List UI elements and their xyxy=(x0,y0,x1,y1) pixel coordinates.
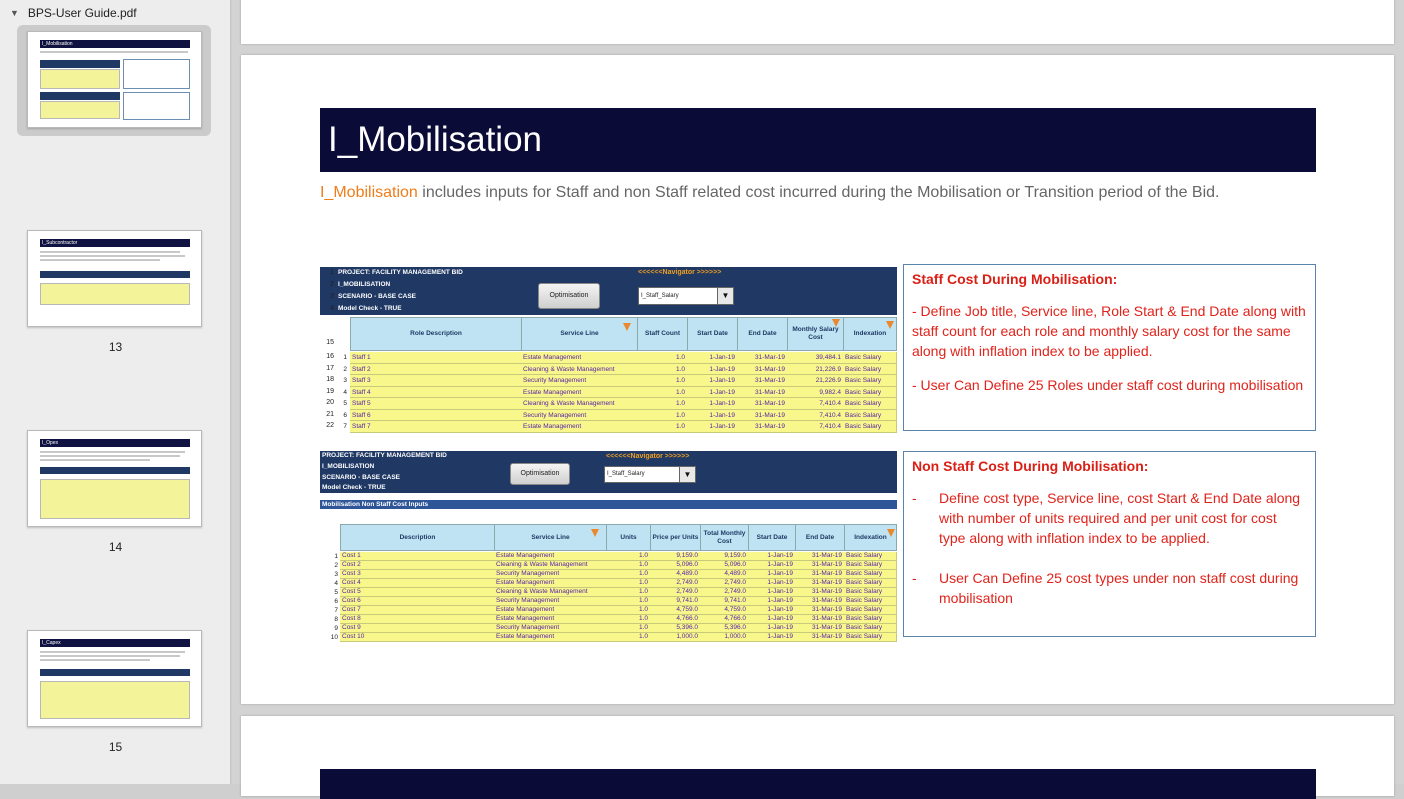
cell-end[interactable]: 31-Mar-19 xyxy=(795,579,845,588)
sheet-header-line: PROJECT: FACILITY MANAGEMENT BID xyxy=(338,269,463,276)
cell-line[interactable]: Estate Management xyxy=(521,387,638,399)
cell-line[interactable]: Estate Management xyxy=(494,579,607,588)
cell-end[interactable]: 31-Mar-19 xyxy=(795,570,845,579)
cell-units[interactable]: 1.0 xyxy=(606,561,651,570)
note-paragraph: - Define Job title, Service line, Role Start & End Date along with staff count for each role and monthly salary cost for the same along with inflation index to be applied. xyxy=(912,303,1306,359)
cell-desc[interactable]: Staff 7 xyxy=(350,421,522,433)
navigator-dropdown-value: I_Staff_Salary xyxy=(641,293,679,299)
cell-line[interactable]: Estate Management xyxy=(521,421,638,433)
intro-text xyxy=(320,181,1310,204)
cell-desc[interactable]: Staff 2 xyxy=(350,364,522,376)
table-row[interactable] xyxy=(320,588,897,597)
cell-desc[interactable]: Cost 8 xyxy=(340,615,495,624)
cell-end[interactable]: 31-Mar-19 xyxy=(737,364,788,376)
cell-price[interactable]: 5,396.0 xyxy=(650,624,701,633)
column-header: Total Monthly Cost xyxy=(700,524,749,551)
row-number: 17 xyxy=(326,364,334,372)
cell-units[interactable]: 1.0 xyxy=(606,633,651,642)
optimisation-button[interactable]: Optimisation xyxy=(538,283,600,309)
cell-end[interactable]: 31-Mar-19 xyxy=(795,552,845,561)
cell-desc[interactable]: Cost 3 xyxy=(340,570,495,579)
row-number: 22 xyxy=(326,422,334,429)
cell-line[interactable]: Security Management xyxy=(494,624,607,633)
filter-icon[interactable] xyxy=(832,319,840,327)
cell-count[interactable]: 1.0 xyxy=(637,387,688,399)
cell-index[interactable]: Basic Salary xyxy=(844,561,897,570)
note-heading: Staff Cost During Mobilisation: xyxy=(912,271,1118,287)
navigator-dropdown[interactable] xyxy=(604,466,696,483)
sheet-header-line: Model Check - TRUE xyxy=(338,305,402,312)
cell-total[interactable]: 2,749.0 xyxy=(700,588,749,597)
intro-highlight: I_Mobilisation xyxy=(320,184,418,201)
cell-count[interactable]: 1.0 xyxy=(637,364,688,376)
page-number-14[interactable]: 14 xyxy=(108,540,123,554)
sheet-header-line: PROJECT: FACILITY MANAGEMENT BID xyxy=(322,452,447,459)
table-row[interactable] xyxy=(320,570,897,579)
sheet-header-line: SCENARIO - BASE CASE xyxy=(322,474,401,481)
page-number-13[interactable]: 13 xyxy=(108,340,123,354)
cell-cost[interactable]: 7,410.4 xyxy=(787,410,844,422)
table-row[interactable] xyxy=(320,597,897,606)
column-header: Indexation xyxy=(843,317,897,351)
cell-desc[interactable]: Staff 3 xyxy=(350,375,522,387)
cell-index[interactable]: Basic Salary xyxy=(844,552,897,561)
cell-end[interactable]: 31-Mar-19 xyxy=(737,398,788,410)
cell-cost[interactable]: 7,410.4 xyxy=(787,398,844,410)
staff-cost-note xyxy=(903,264,1316,431)
cell-start[interactable]: 1-Jan-19 xyxy=(687,364,738,376)
cell-units[interactable]: 1.0 xyxy=(606,624,651,633)
table-row[interactable] xyxy=(320,606,897,615)
next-page-title-banner xyxy=(320,769,1316,799)
cell-units[interactable]: 1.0 xyxy=(606,552,651,561)
cell-price[interactable]: 4,766.0 xyxy=(650,615,701,624)
cell-count[interactable]: 1.0 xyxy=(637,352,688,364)
cell-desc[interactable]: Cost 10 xyxy=(340,633,495,642)
cell-cost[interactable]: 39,484.1 xyxy=(787,352,844,364)
cell-price[interactable]: 4,489.0 xyxy=(650,570,701,579)
cell-units[interactable]: 1.0 xyxy=(606,588,651,597)
page-title: I_Mobilisation xyxy=(320,108,1316,172)
non-staff-cost-note xyxy=(903,451,1316,637)
sheet-header-line: I_MOBILISATION xyxy=(322,463,375,470)
cell-start[interactable]: 1-Jan-19 xyxy=(687,398,738,410)
note-paragraph: - User Can Define 25 Roles under staff cost during mobilisation xyxy=(912,377,1304,393)
cell-start[interactable]: 1-Jan-19 xyxy=(748,588,796,597)
cell-index[interactable]: Basic Salary xyxy=(843,387,897,399)
row-index: 7 xyxy=(334,607,338,614)
cell-total[interactable]: 5,096.0 xyxy=(700,561,749,570)
column-header: Indexation xyxy=(844,524,897,551)
cell-desc[interactable]: Staff 5 xyxy=(350,398,522,410)
optimisation-button[interactable]: Optimisation xyxy=(510,463,570,485)
table-row[interactable] xyxy=(320,387,897,399)
cell-units[interactable]: 1.0 xyxy=(606,606,651,615)
cell-price[interactable]: 5,096.0 xyxy=(650,561,701,570)
column-header: Service Line xyxy=(494,524,607,551)
cell-count[interactable]: 1.0 xyxy=(637,398,688,410)
table-row[interactable] xyxy=(320,364,897,376)
row-index: 1 xyxy=(334,553,338,560)
column-header: Role Description xyxy=(350,317,522,351)
cell-cost[interactable]: 9,982.4 xyxy=(787,387,844,399)
cell-desc[interactable]: Cost 9 xyxy=(340,624,495,633)
cell-end[interactable]: 31-Mar-19 xyxy=(795,633,845,642)
cell-index[interactable]: Basic Salary xyxy=(844,570,897,579)
cell-total[interactable]: 2,749.0 xyxy=(700,579,749,588)
cell-start[interactable]: 1-Jan-19 xyxy=(748,606,796,615)
cell-desc[interactable]: Cost 5 xyxy=(340,588,495,597)
filter-icon[interactable] xyxy=(886,321,894,329)
cell-start[interactable]: 1-Jan-19 xyxy=(748,615,796,624)
document-header[interactable] xyxy=(0,0,230,25)
cell-price[interactable]: 4,759.0 xyxy=(650,606,701,615)
cell-index[interactable]: Basic Salary xyxy=(843,410,897,422)
cell-units[interactable]: 1.0 xyxy=(606,570,651,579)
table-row[interactable] xyxy=(320,579,897,588)
cell-index[interactable]: Basic Salary xyxy=(843,421,897,433)
cell-start[interactable]: 1-Jan-19 xyxy=(748,579,796,588)
page-thumbnail-13[interactable] xyxy=(27,230,202,327)
cell-price[interactable]: 9,741.0 xyxy=(650,597,701,606)
cell-end[interactable]: 31-Mar-19 xyxy=(737,352,788,364)
column-header: Description xyxy=(340,524,495,551)
intro-rest: includes inputs for Staff and non Staff related cost incurred during the Mobilisation or Transition period of the Bid. xyxy=(417,184,1220,201)
cell-price[interactable]: 9,159.0 xyxy=(650,552,701,561)
cell-desc[interactable]: Staff 6 xyxy=(350,410,522,422)
cell-desc[interactable]: Cost 7 xyxy=(340,606,495,615)
row-index: 3 xyxy=(334,571,338,578)
cell-start[interactable]: 1-Jan-19 xyxy=(748,561,796,570)
cell-line[interactable]: Estate Management xyxy=(494,633,607,642)
cell-count[interactable]: 1.0 xyxy=(637,375,688,387)
table-row[interactable] xyxy=(320,375,897,387)
cell-end[interactable]: 31-Mar-19 xyxy=(795,615,845,624)
cell-index[interactable]: Basic Salary xyxy=(844,606,897,615)
cell-start[interactable]: 1-Jan-19 xyxy=(687,387,738,399)
cell-units[interactable]: 1.0 xyxy=(606,597,651,606)
cell-index[interactable]: Basic Salary xyxy=(843,364,897,376)
column-header: Start Date xyxy=(748,524,796,551)
cell-end[interactable]: 31-Mar-19 xyxy=(737,375,788,387)
page-thumbnail-12[interactable] xyxy=(27,31,202,128)
row-index: 5 xyxy=(343,400,347,407)
thumbnail-title: I_Opex xyxy=(40,439,190,447)
table-row[interactable] xyxy=(320,615,897,624)
cell-desc[interactable]: Staff 4 xyxy=(350,387,522,399)
cell-end[interactable]: 31-Mar-19 xyxy=(737,387,788,399)
cell-count[interactable]: 1.0 xyxy=(637,421,688,433)
cell-start[interactable]: 1-Jan-19 xyxy=(748,552,796,561)
row-index: 6 xyxy=(334,598,338,605)
table-row[interactable] xyxy=(320,552,897,561)
cell-total[interactable]: 4,759.0 xyxy=(700,606,749,615)
cell-total[interactable]: 5,396.0 xyxy=(700,624,749,633)
staff-cost-spreadsheet: PROJECT: FACILITY MANAGEMENT BID I_MOBILISATION SCENARIO - BASE CASE Model Check - TRUE <<<<<<Navigator >>>>>> Optimisation I_Staff_Salary ▼ 1 2 3 4 15 Role Description Service Line Staff Count Start Date End Date Monthly Salary Cost Indexation 16 1 Staff 1 Estate Management 1.0 1-Jan-19 31-Mar-19 39,484.1 Basic Salary 17 2 Staff 2 Cleaning & Waste Management 1.0 1-Jan-19 31-Mar-19 21,226.9 Basic Salary 18 3 Staff 3 Security Management 1.0 1-Jan-19 31-Mar-19 21,226.9 Basic Salary 19 4 Staff 4 Estate Management 1.0 1-Jan-19 31-Mar-19 9,982.4 Basic Salary 20 5 Staff 5 Cleaning & Waste Management 1.0 1-Jan-19 31-Mar-19 7,410.4 Basic Salary 21 6 Staff 6 Security Management 1.0 1-Jan-19 31-Mar-19 7,410.4 Basic Salary 22 7 Staff 7 Estate Management 1.0 1-Jan-19 31-Mar-19 7,410.4 Basic Salary xyxy=(320,267,897,431)
cell-line[interactable]: Estate Management xyxy=(494,552,607,561)
cell-line[interactable]: Estate Management xyxy=(521,352,638,364)
row-number: 20 xyxy=(326,399,334,406)
cell-cost[interactable]: 21,226.9 xyxy=(787,375,844,387)
page-thumbnail-14[interactable] xyxy=(27,430,202,527)
cell-start[interactable]: 1-Jan-19 xyxy=(748,597,796,606)
cell-end[interactable]: 31-Mar-19 xyxy=(737,410,788,422)
column-header: Staff Count xyxy=(637,317,688,351)
cell-index[interactable]: Basic Salary xyxy=(844,579,897,588)
cell-total[interactable]: 9,741.0 xyxy=(700,597,749,606)
filter-icon[interactable] xyxy=(591,529,599,537)
cell-line[interactable]: Cleaning & Waste Management xyxy=(521,398,638,410)
cell-start[interactable]: 1-Jan-19 xyxy=(748,633,796,642)
cell-end[interactable]: 31-Mar-19 xyxy=(737,421,788,433)
row-index: 9 xyxy=(334,625,338,632)
cell-price[interactable]: 2,749.0 xyxy=(650,588,701,597)
cell-start[interactable]: 1-Jan-19 xyxy=(687,410,738,422)
cell-cost[interactable]: 21,226.9 xyxy=(787,364,844,376)
cell-end[interactable]: 31-Mar-19 xyxy=(795,588,845,597)
column-header: Units xyxy=(606,524,651,551)
cell-count[interactable]: 1.0 xyxy=(637,410,688,422)
cell-line[interactable]: Cleaning & Waste Management xyxy=(494,588,607,597)
page-thumbnail-15[interactable] xyxy=(27,630,202,727)
previous-page xyxy=(241,0,1394,44)
row-number: 21 xyxy=(326,410,334,418)
cell-end[interactable]: 31-Mar-19 xyxy=(795,624,845,633)
cell-line[interactable]: Security Management xyxy=(521,375,638,387)
table-row[interactable] xyxy=(320,561,897,570)
cell-line[interactable]: Security Management xyxy=(494,570,607,579)
next-page xyxy=(241,716,1394,796)
cell-total[interactable]: 1,000.0 xyxy=(700,633,749,642)
cell-total[interactable]: 9,159.0 xyxy=(700,552,749,561)
page-number-15[interactable]: 15 xyxy=(108,740,123,754)
row-index: 2 xyxy=(334,562,338,569)
note-list xyxy=(912,488,1307,608)
column-header: Monthly Salary Cost xyxy=(787,317,844,351)
cell-start[interactable]: 1-Jan-19 xyxy=(687,375,738,387)
sheet-header-line: SCENARIO - BASE CASE xyxy=(338,293,417,300)
cell-index[interactable]: Basic Salary xyxy=(843,398,897,410)
chevron-down-icon[interactable]: ▼ xyxy=(679,467,695,482)
row-index: 4 xyxy=(334,580,338,587)
cell-cost[interactable]: 7,410.4 xyxy=(787,421,844,433)
cell-units[interactable]: 1.0 xyxy=(606,615,651,624)
cell-desc[interactable]: Cost 1 xyxy=(340,552,495,561)
cell-price[interactable]: 2,749.0 xyxy=(650,579,701,588)
row-number: 16 xyxy=(326,353,334,360)
navigator-dropdown[interactable] xyxy=(638,287,734,305)
disclosure-triangle-icon[interactable]: ▼ xyxy=(10,7,19,18)
cell-index[interactable]: Basic Salary xyxy=(844,615,897,624)
cell-end[interactable]: 31-Mar-19 xyxy=(795,606,845,615)
cell-index[interactable]: Basic Salary xyxy=(844,597,897,606)
cell-desc[interactable]: Cost 2 xyxy=(340,561,495,570)
note-list-item: - User Can Define 25 cost types under non staff cost during mobilisation xyxy=(912,568,1307,608)
cell-desc[interactable]: Cost 6 xyxy=(340,597,495,606)
cell-start[interactable]: 1-Jan-19 xyxy=(687,421,738,433)
thumbnail-title: I_Mobilisation xyxy=(40,40,190,48)
cell-line[interactable]: Security Management xyxy=(521,410,638,422)
navigator-dropdown-value: I_Staff_Salary xyxy=(607,471,645,477)
row-number: 18 xyxy=(326,376,334,383)
thumbnail-sidebar xyxy=(0,0,231,784)
note-heading: Non Staff Cost During Mobilisation: xyxy=(912,458,1149,474)
table-row[interactable] xyxy=(320,352,897,364)
row-index: 7 xyxy=(343,423,347,430)
thumbnail-title: I_Capex xyxy=(40,639,190,647)
cell-line[interactable]: Estate Management xyxy=(494,615,607,624)
row-index: 8 xyxy=(334,616,338,623)
table-row[interactable] xyxy=(320,410,897,422)
cell-start[interactable]: 1-Jan-19 xyxy=(748,624,796,633)
thumbnail-title: I_Subcontractor xyxy=(40,239,190,247)
cell-start[interactable]: 1-Jan-19 xyxy=(748,570,796,579)
cell-line[interactable]: Cleaning & Waste Management xyxy=(494,561,607,570)
table-row[interactable] xyxy=(320,624,897,633)
row-index: 1 xyxy=(343,354,347,361)
row-index: 10 xyxy=(330,634,338,641)
row-index: 6 xyxy=(343,411,347,419)
non-staff-cost-spreadsheet xyxy=(320,451,897,641)
table-row[interactable] xyxy=(320,421,897,433)
sheet-header-line: Model Check - TRUE xyxy=(322,484,386,491)
filter-icon[interactable] xyxy=(887,529,895,537)
cell-price[interactable]: 1,000.0 xyxy=(650,633,701,642)
cell-index[interactable]: Basic Salary xyxy=(843,352,897,364)
cell-units[interactable]: 1.0 xyxy=(606,579,651,588)
column-header: End Date xyxy=(737,317,788,351)
column-header: End Date xyxy=(795,524,845,551)
column-header: Start Date xyxy=(687,317,738,351)
cell-index[interactable]: Basic Salary xyxy=(844,633,897,642)
chevron-down-icon[interactable]: ▼ xyxy=(717,288,733,304)
table-row[interactable] xyxy=(320,633,897,642)
column-header: Service Line xyxy=(521,317,638,351)
row-index: 2 xyxy=(343,365,347,373)
cell-desc[interactable]: Staff 1 xyxy=(350,352,522,364)
cell-index[interactable]: Basic Salary xyxy=(844,624,897,633)
sheet-header-line: I_MOBILISATION xyxy=(338,281,391,288)
cell-start[interactable]: 1-Jan-19 xyxy=(687,352,738,364)
column-header: Price per Units xyxy=(650,524,701,551)
row-index: 5 xyxy=(334,589,338,596)
section-subtitle: Mobilisation Non Staff Cost Inputs xyxy=(320,500,897,509)
cell-index[interactable]: Basic Salary xyxy=(843,375,897,387)
cell-end[interactable]: 31-Mar-19 xyxy=(795,561,845,570)
current-page xyxy=(241,55,1394,704)
navigator-label: <<<<<<Navigator >>>>>> xyxy=(638,269,722,276)
row-index: 3 xyxy=(343,377,347,384)
cell-line[interactable]: Cleaning & Waste Management xyxy=(521,364,638,376)
cell-line[interactable]: Security Management xyxy=(494,597,607,606)
cell-desc[interactable]: Cost 4 xyxy=(340,579,495,588)
cell-total[interactable]: 4,766.0 xyxy=(700,615,749,624)
document-file-name: BPS-User Guide.pdf xyxy=(27,5,137,20)
document-viewer[interactable] xyxy=(232,0,1404,784)
row-number: 19 xyxy=(326,387,334,395)
table-row[interactable] xyxy=(320,398,897,410)
row-index: 4 xyxy=(343,388,347,396)
filter-icon[interactable] xyxy=(623,323,631,331)
cell-total[interactable]: 4,489.0 xyxy=(700,570,749,579)
cell-end[interactable]: 31-Mar-19 xyxy=(795,597,845,606)
cell-index[interactable]: Basic Salary xyxy=(844,588,897,597)
note-list-item: - Define cost type, Service line, cost Start & End Date along with number of units required and per unit cost for cost type along with inflation index to be applied. xyxy=(912,488,1307,548)
cell-line[interactable]: Estate Management xyxy=(494,606,607,615)
navigator-label: <<<<<<Navigator >>>>>> xyxy=(606,453,690,460)
